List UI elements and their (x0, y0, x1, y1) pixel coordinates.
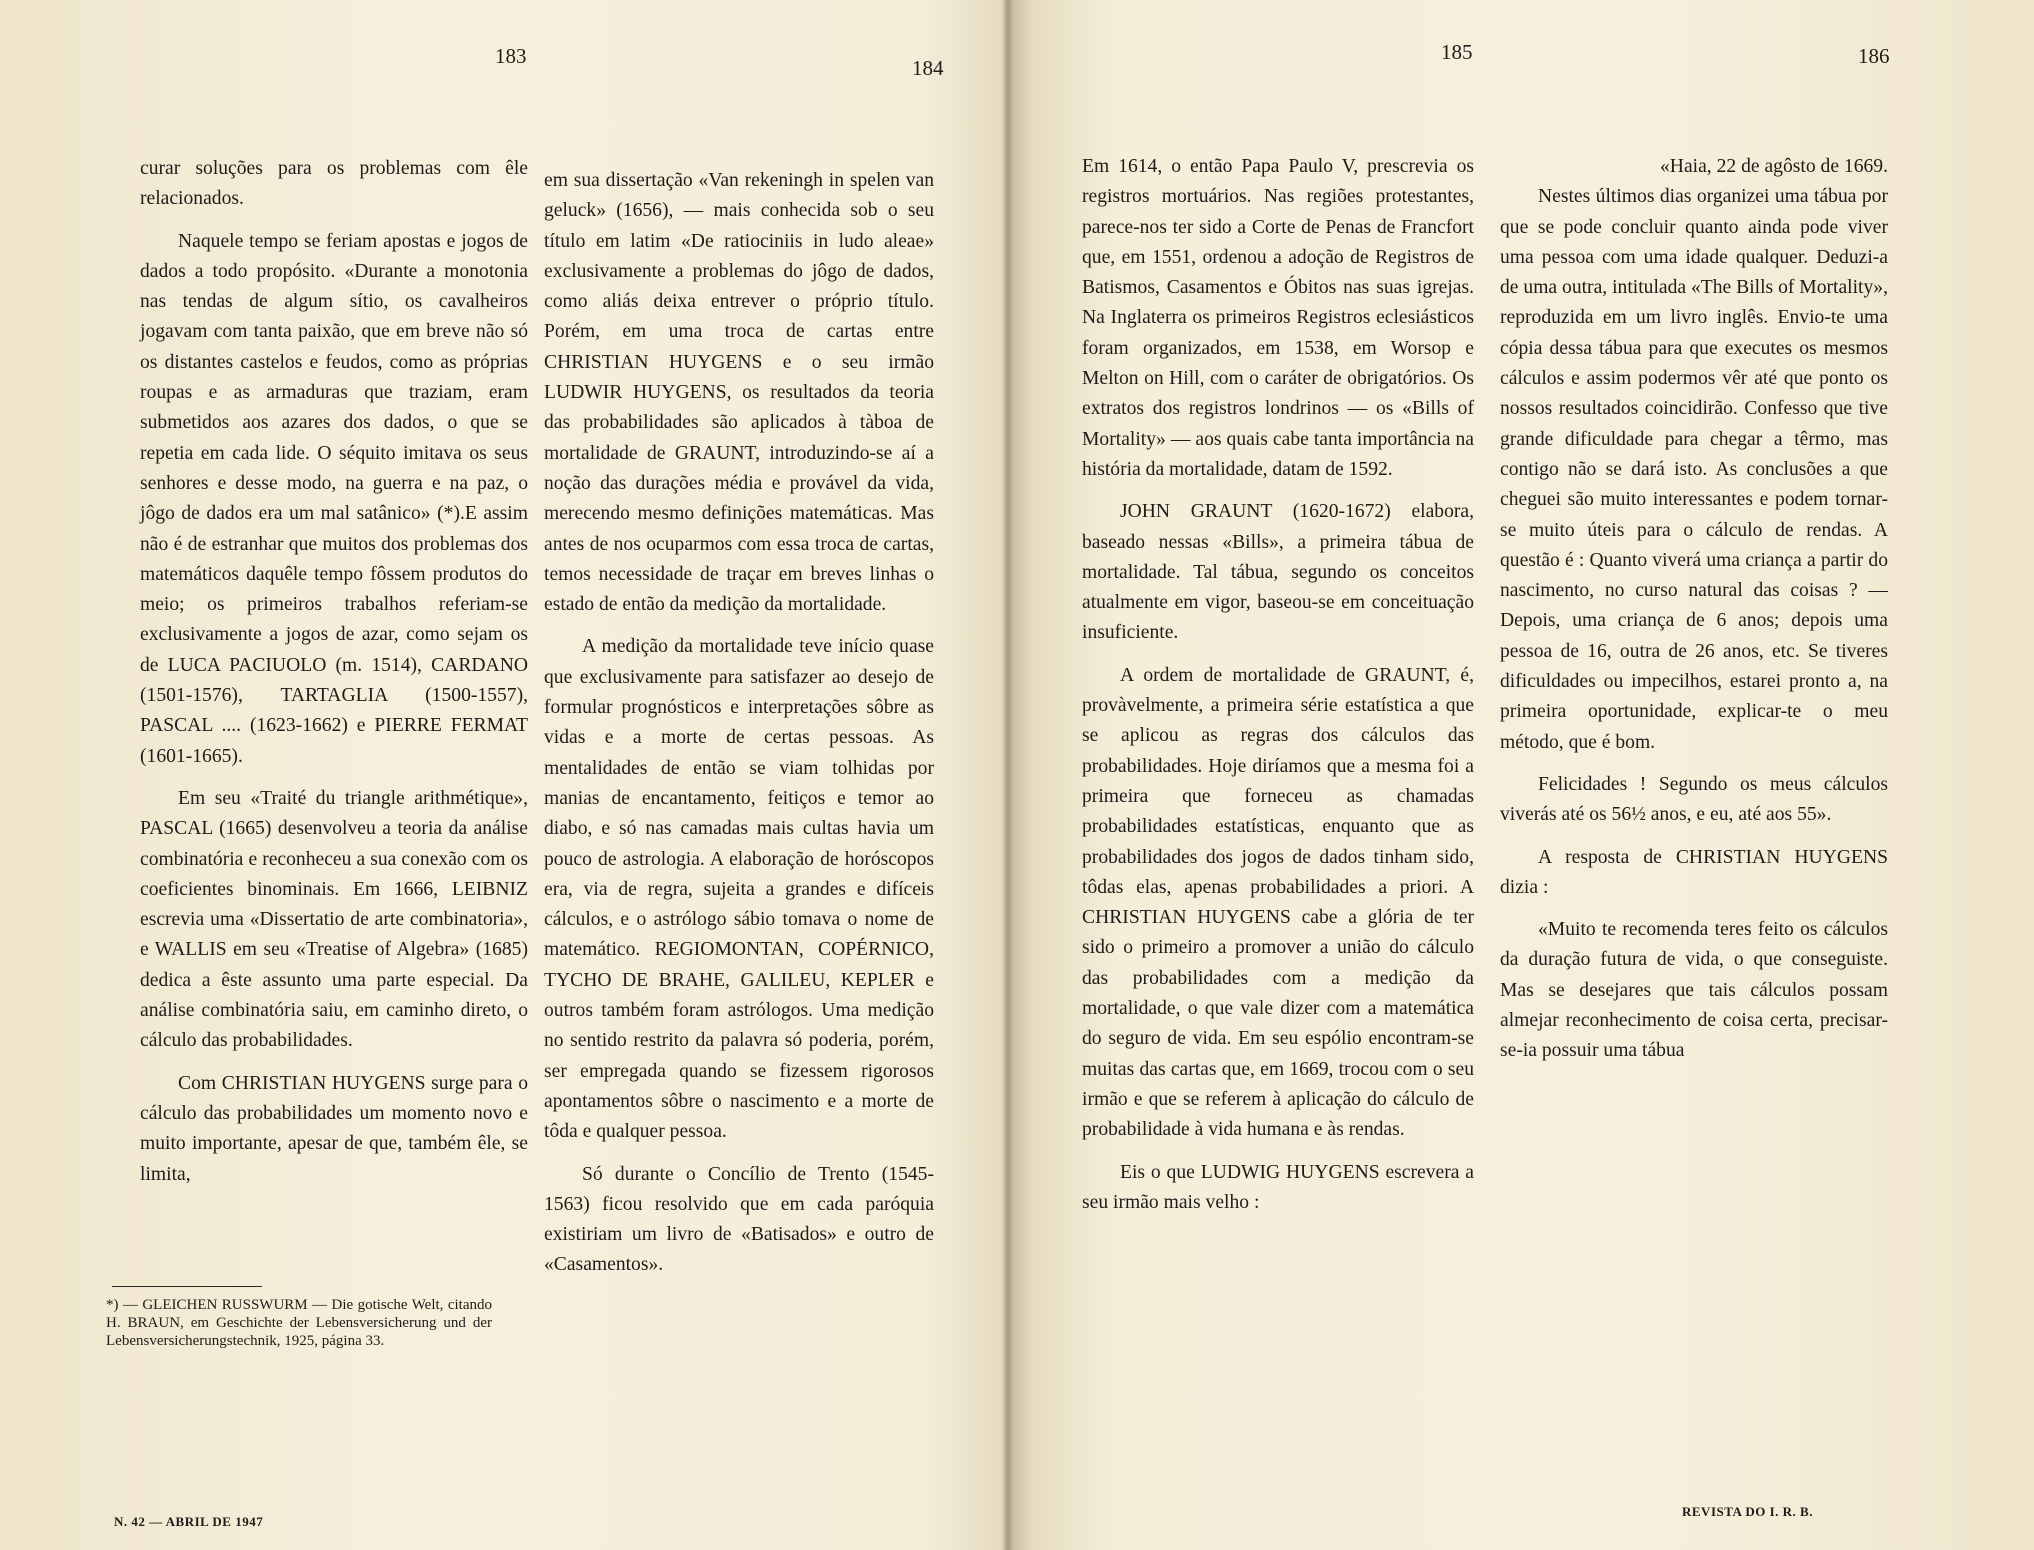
paragraph: Nestes últimos dias organizei uma tábua por que se pode concluir quanto ainda pode viver uma pessoa com uma idade qualquer. Deduzi-a de uma outra, intitulada «The Bills of Mortality», reproduzida em um livro inglês. Envio-te uma cópia dessa tábua para que executes os mesmos cálculos e assim podermos vêr até que ponto os nossos resultados coincidirão. Confesso que tive grande dificuldade para chegar a têrmo, mas contigo não se dará isto. As conclusões a que cheguei são muito interessantes e podem tornar-se muito úteis para o cálculo de rendas. A questão é : Quanto viverá uma criança a partir do nascimento, no curso natural das coisas ? — Depois, uma criança de 6 anos; depois uma pessoa de 16, outra de 26 anos, etc. Se tiveres dificuldades ou impecilhos, estarei pronto a, na primeira oportunidade, explicar-te o meu método, que é bom. (1500, 186, 1888, 753)
paragraph: Naquele tempo se feriam apostas e jogos de dados a todo propósito. «Durante a monotonia nas tendas de algum sítio, os cavalheiros jogavam com tanta paixão, que em breve não só os distantes castelos e feudos, como as próprias roupas e as armaduras que traziam, eram submetidos aos azares dos dados, o que se repetia em cada lide. O séquito imitava os seus senhores e desse modo, na guerra e na paz, o jôgo de dados era um mal satânico» (*).E assim não é de estranhar que muitos dos problemas dos matemáticos daquêle tempo fôssem produtos do meio; os primeiros trabalhos referiam-se exclusivamente a jogos de azar, como sejam os de LUCA PACIUOLO (m. 1514), CARDANO (1501-1576), TARTAGLIA (1500-1557), PASCAL .... (1623-1662) e PIERRE FERMAT (1601-1665). (140, 230, 528, 767)
text-column-page-186 (1500, 152, 1888, 1067)
footer-issue: N. 42 — ABRIL DE 1947 (114, 1514, 264, 1529)
paragraph: JOHN GRAUNT (1620-1672) elabora, baseado nessas «Bills», a primeira tábua de mortalidade. Tal tábua, segundo os conceitos atualmente em vigor, baseou-se em conceituação insuficiente. (1082, 501, 1474, 644)
letter-dateline: «Haia, 22 de agôsto de 1669. (1660, 156, 1888, 177)
text-column-page-183 (140, 154, 528, 1190)
page-number-183: 183 (495, 44, 527, 68)
paragraph: Em seu «Traité du triangle arithmétique», PASCAL (1665) desenvolveu a teoria da análise combinatória e reconheceu a sua conexão com os coeficientes binominais. Em 1666, LEIBNIZ escrevia uma «Dissertatio de arte combinatoria», e WALLIS em seu «Treatise of Algebra» (1685) dedica a êste assunto uma parte especial. Da análise combinatória saiu, em caminho direto, o cálculo das probabilidades. (140, 787, 528, 1052)
page-number-186: 186 (1858, 44, 1890, 68)
paragraph: Felicidades ! Segundo os meus cálculos viverás até os 56½ anos, e eu, até aos 55». (1500, 773, 1888, 826)
page-number-185: 185 (1441, 40, 1473, 64)
paragraph: curar soluções para os problemas com êle relacionados. (140, 158, 528, 210)
paragraph: «Muito te recomenda teres feito os cálculos da duração futura de vida, o que conseguiste. Mas se desejares que tais cálculos possam almejar reconhecimento de coisa certa, precisar-se-ia possuir uma tábua (1500, 919, 1888, 1062)
page-number-184: 184 (912, 56, 944, 80)
paragraph: Eis o que LUDWIG HUYGENS escrevera a seu irmão mais velho : (1082, 1161, 1474, 1213)
footer-journal: REVISTA DO I. R. B. (1682, 1504, 1813, 1519)
text-column-page-185 (1082, 152, 1474, 1218)
paragraph: A resposta de CHRISTIAN HUYGENS dizia : (1500, 846, 1888, 898)
paragraph: Em 1614, o então Papa Paulo V, prescrevia os registros mortuários. Nas regiões protestantes, parece-nos ter sido a Corte de Penas de Francfort que, em 1551, ordenou a adoção de Registros de Batismos, Casamentos e Óbitos nas suas igrejas. Na Inglaterra os primeiros Registros eclesiásticos foram organizados, em 1538, em Worsop e Melton on Hill, com o caráter de obrigatórios. Os extratos dos registros londrinos — os «Bills of Mortality» — aos quais cabe tanta importância na história da mortalidade, datam de 1592. (1082, 156, 1474, 480)
paragraph: Só durante o Concílio de Trento (1545-1563) ficou resolvido que em cada paróquia existiriam um livro de «Batisados» e outro de «Casamentos». (544, 1163, 934, 1276)
book-gutter (1001, 0, 1015, 1550)
paragraph: A medição da mortalidade teve início quase que exclusivamente para satisfazer ao desejo de formular prognósticos e interpretações sôbre as vidas e a morte de certas pessoas. As mentalidades de então se viam tolhidas por manias de encantamento, feitiços e temor ao diabo, e só nas camadas mais cultas havia um pouco de astrologia. A elaboração de horóscopos era, via de regra, sujeita a grandes e difíceis cálculos, e o astrólogo sábio tomava o nome de matemático. REGIOMONTAN, COPÉRNICO, TYCHO DE BRAHE, GALILEU, KEPLER e outros também foram astrólogos. Uma medição no sentido restrito da palavra só poderia, porém, ser empregada quando se fizessem rigorosos apontamentos sôbre o nascimento e a morte de tôda e qualquer pessoa. (544, 636, 934, 1143)
paragraph: em sua dissertação «Van rekeningh in spelen van geluck» (1656), — mais conhecida sob o seu título em latim «De ratiociniis in ludo aleae» exclusivamente a problemas do jôgo de dados, como aliás deixa entrever o próprio título. Porém, em uma troca de cartas entre CHRISTIAN HUYGENS e o seu irmão LUDWIR HUYGENS, os resultados da teoria das probabilidades são aplicados à tàboa de mortalidade de GRAUNT, introduzindo-se aí a noção das durações média e provável da vida, merecendo mesmo definições matemáticas. Mas antes de nos ocuparmos com essa troca de cartas, temos necessidade de traçar em breves linhas o estado de então da medição da mortalidade. (544, 170, 934, 616)
text-column-page-184 (544, 166, 934, 1281)
footnote: *) — GLEICHEN RUSSWURM — Die gotische Welt, citando H. BRAUN, em Geschichte der Lebensversicherung und der Lebensversicherungstechnik, 1925, página 33. (106, 1297, 492, 1349)
paragraph: Com CHRISTIAN HUYGENS surge para o cálculo das probabilidades um momento novo e muito importante, apesar de que, também êle, se limita, (140, 1072, 528, 1185)
paragraph: A ordem de mortalidade de GRAUNT, é, provàvelmente, a primeira série estatística a que se aplicou as regras dos cálculos das probabilidades. Hoje diríamos que a mesma foi a primeira que forneceu as chamadas probabilidades estatísticas, enquanto que as probabilidades dos jogos de dados tinham sido, tôdas elas, apenas probabilidades a priori. A CHRISTIAN HUYGENS cabe a glória de ter sido o primeiro a promover a união do cálculo das probabilidades com a medição da mortalidade, o que vale dizer com a matemática do seguro de vida. Em seu espólio encontram-se muitas das cartas que, em 1669, trocou com o seu irmão e que se referem à aplicação do cálculo de probabilidade à vida humana e às rendas. (1082, 664, 1474, 1141)
footnote-rule (112, 1286, 262, 1287)
